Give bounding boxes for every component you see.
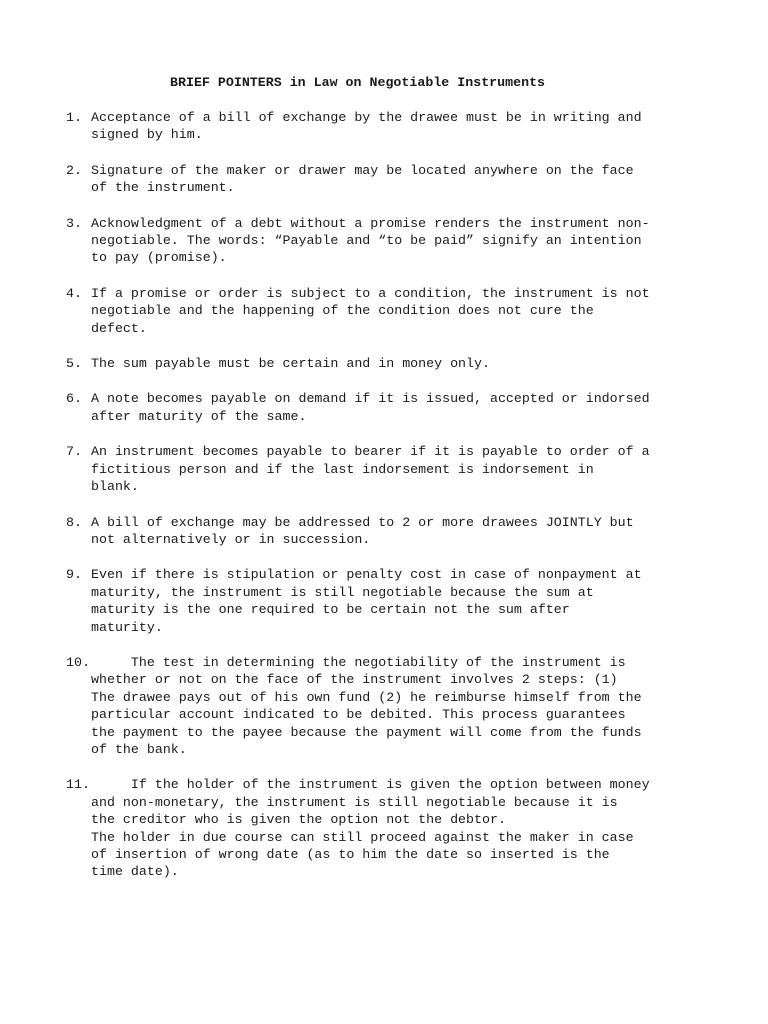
item-number: 6. <box>66 391 82 407</box>
item-number: 3. <box>66 215 82 231</box>
item-line: Acknowledgment of a debt without a promise renders the instrument non- <box>91 215 650 231</box>
document-title: BRIEF POINTERS in Law on Negotiable Instruments <box>170 75 546 90</box>
item-line: particular account indicated to be debited. This process guarantees <box>91 707 626 723</box>
list-item <box>66 566 731 636</box>
item-line: the creditor who is given the option not the debtor. <box>91 812 506 828</box>
item-line: An instrument becomes payable to bearer if it is payable to order of a <box>91 444 650 460</box>
item-line: If the holder of the instrument is given the option between money <box>91 777 650 793</box>
item-line: A note becomes payable on demand if it is issued, accepted or indorsed <box>91 391 650 407</box>
item-line: not alternatively or in succession. <box>91 531 371 547</box>
item-line: of the instrument. <box>91 180 235 196</box>
item-line: The drawee pays out of his own fund (2) he reimburse himself from the <box>91 689 642 705</box>
item-line: Even if there is stipulation or penalty cost in case of nonpayment at <box>91 567 642 583</box>
item-number: 10. <box>66 654 90 670</box>
item-line: Acceptance of a bill of exchange by the drawee must be in writing and <box>91 110 642 125</box>
item-line: time date). <box>91 864 179 880</box>
item-line: If a promise or order is subject to a condition, the instrument is not <box>91 285 650 301</box>
item-number: 1. <box>66 110 82 125</box>
list-item <box>66 514 731 549</box>
list-item <box>66 162 731 197</box>
item-number: 8. <box>66 514 82 530</box>
item-line: The test in determining the negotiability of the instrument is <box>91 654 626 670</box>
list-item <box>66 215 731 267</box>
item-number: 4. <box>66 285 82 301</box>
item-line: blank. <box>91 479 139 495</box>
item-number: 5. <box>66 356 82 372</box>
item-line: The holder in due course can still proceed against the maker in case <box>91 829 634 845</box>
list-item <box>66 390 731 425</box>
item-line: and non-monetary, the instrument is still negotiable because it is <box>91 794 618 810</box>
item-line: maturity. <box>91 619 163 635</box>
item-line: maturity, the instrument is still negotiable because the sum at <box>91 584 594 600</box>
pointer-list <box>66 109 731 899</box>
item-line: fictitious person and if the last indorsement is indorsement in <box>91 461 594 477</box>
item-number: 2. <box>66 162 82 178</box>
item-line: signed by him. <box>91 127 203 143</box>
list-item <box>66 109 731 144</box>
item-line: A bill of exchange may be addressed to 2 or more drawees JOINTLY but <box>91 514 634 530</box>
list-item <box>66 443 731 495</box>
list-item <box>66 355 731 372</box>
list-item <box>66 776 731 880</box>
item-number: 7. <box>66 444 82 460</box>
item-line: defect. <box>91 320 147 336</box>
item-line: Signature of the maker or drawer may be located anywhere on the face <box>91 162 634 178</box>
item-line: The sum payable must be certain and in money only. <box>91 356 490 372</box>
item-line: negotiable and the happening of the condition does not cure the <box>91 303 594 319</box>
item-line: whether or not on the face of the instrument involves 2 steps: (1) <box>91 672 618 688</box>
list-item <box>66 654 731 758</box>
list-item <box>66 285 731 337</box>
item-number: 9. <box>66 567 82 583</box>
item-line: after maturity of the same. <box>91 408 307 424</box>
item-line: the payment to the payee because the payment will come from the funds <box>91 724 642 740</box>
item-line: to pay (promise). <box>91 250 227 266</box>
item-line: of insertion of wrong date (as to him the date so inserted is the <box>91 847 610 862</box>
item-line: maturity is the one required to be certain not the sum after <box>91 602 570 618</box>
item-number: 11. <box>66 777 90 793</box>
item-line: of the bank. <box>91 741 187 757</box>
item-line: negotiable. The words: “Payable and “to be paid” signify an intention <box>91 233 642 249</box>
